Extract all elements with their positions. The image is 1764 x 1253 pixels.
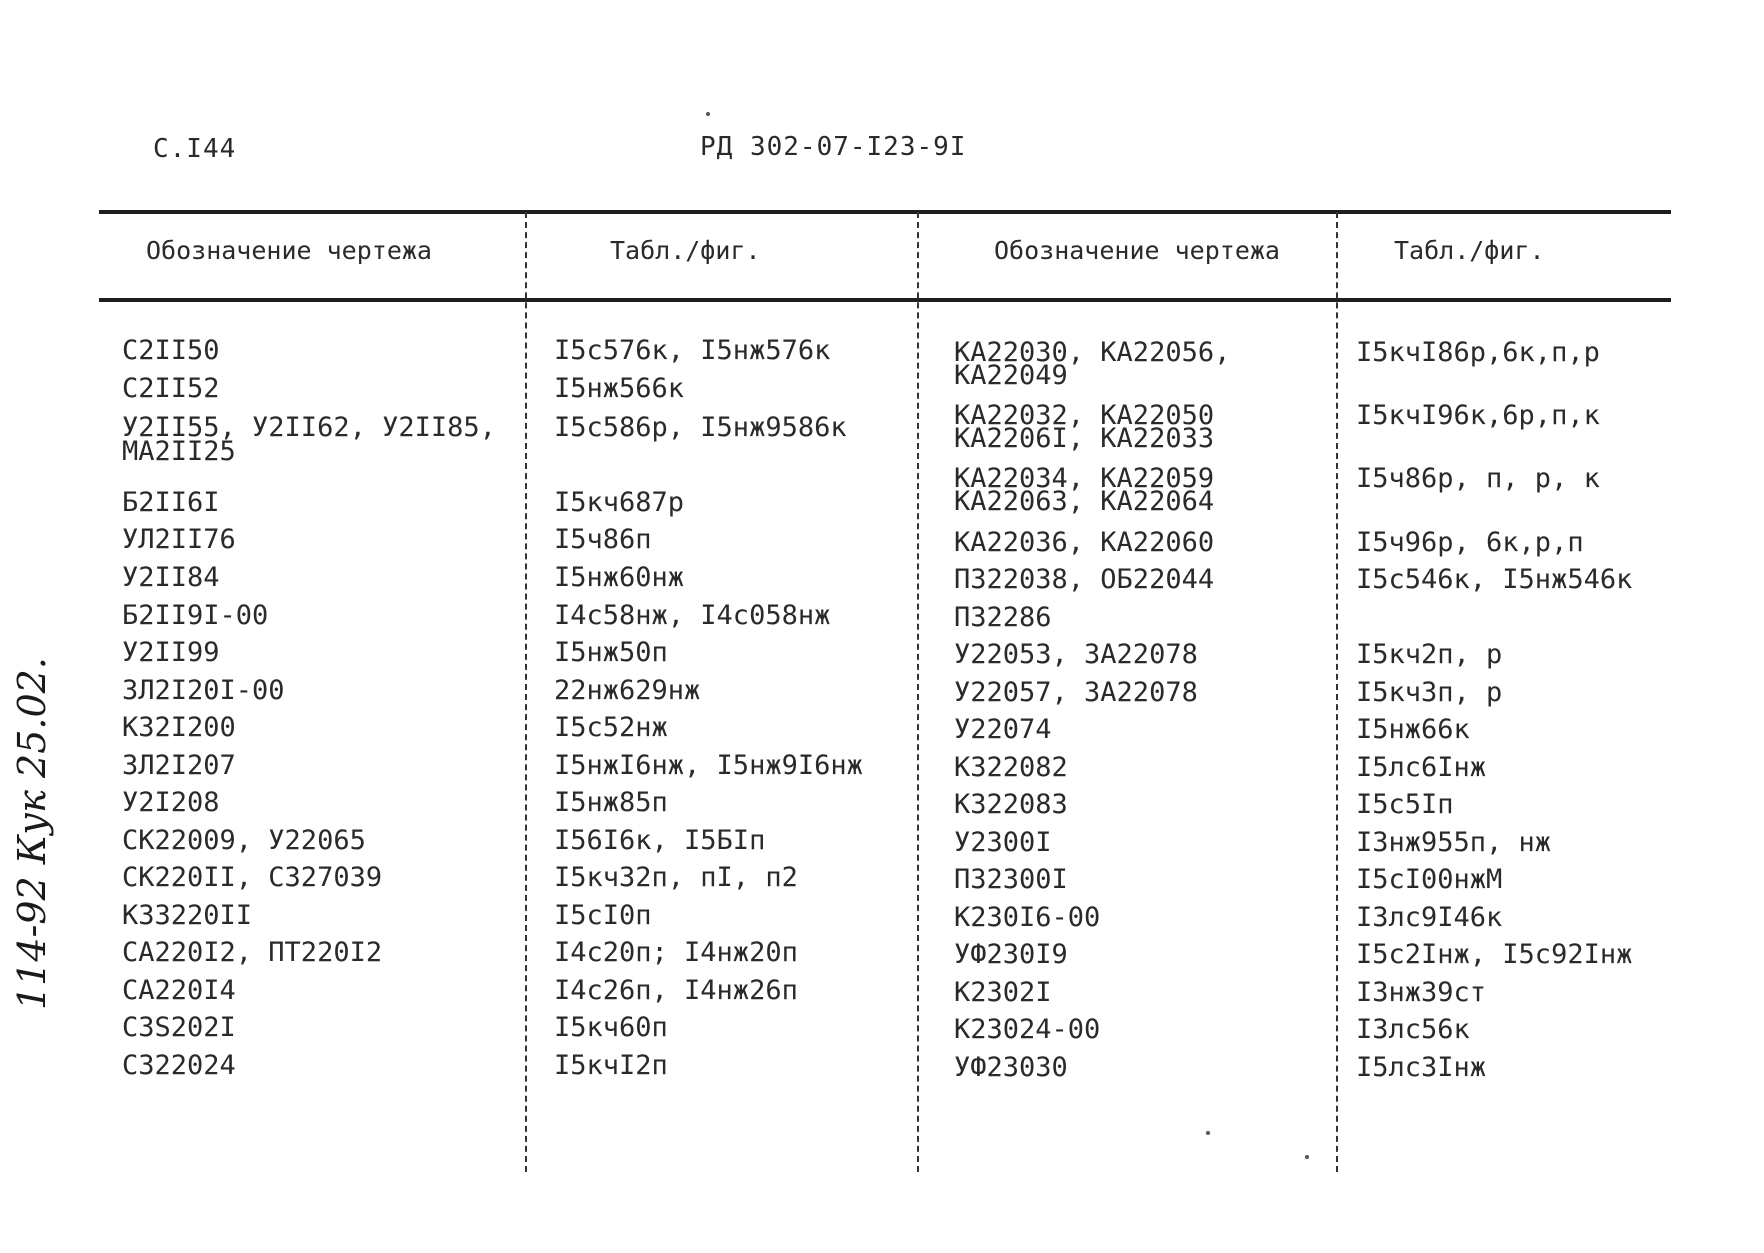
handwritten-signature: 114-92 Кук 25.02. bbox=[10, 657, 54, 1010]
right-table-ref: I5лc3Iнж bbox=[1356, 1052, 1487, 1083]
right-designation: КА22030, КА22056, bbox=[954, 337, 1231, 368]
left-designation-cont: МА2II25 bbox=[122, 436, 236, 467]
left-designation: C2II50 bbox=[122, 335, 220, 366]
left-designation: СК22009, У22065 bbox=[122, 825, 366, 856]
left-designation: КЗ2I200 bbox=[122, 712, 236, 743]
scan-speck bbox=[706, 112, 710, 116]
right-table-ref: I5c546к, I5нж546к bbox=[1356, 564, 1633, 595]
left-designation: ЗЛ2I207 bbox=[122, 750, 236, 781]
right-designation: К2302I bbox=[954, 977, 1052, 1008]
scan-speck bbox=[1206, 1131, 1210, 1135]
left-table-ref: I4c58нж, I4c058нж bbox=[554, 600, 831, 631]
right-designation: ПЗ22038, ОБ22044 bbox=[954, 564, 1215, 595]
left-table-ref: I5ч86п bbox=[554, 524, 652, 555]
right-designation: КЗ22083 bbox=[954, 789, 1068, 820]
column-divider bbox=[1336, 212, 1338, 1172]
left-table-ref: I4c20п; I4нж20п bbox=[554, 937, 798, 968]
left-designation: ЗЛ2I20I-00 bbox=[122, 675, 285, 706]
left-designation: УЛ2II76 bbox=[122, 524, 236, 555]
left-table-ref: I5нж566к bbox=[554, 373, 685, 404]
column-header-table-left: Табл./фиг. bbox=[610, 236, 761, 265]
right-designation: ПЗ2286 bbox=[954, 602, 1052, 633]
column-divider bbox=[525, 212, 527, 1172]
right-table-ref: I5кч3п, р bbox=[1356, 677, 1503, 708]
left-designation: У2II84 bbox=[122, 562, 220, 593]
left-designation: C322024 bbox=[122, 1050, 236, 1081]
right-table-ref: I5ч96р, 6к,р,п bbox=[1356, 527, 1584, 558]
left-table-ref: I5кч32п, пI, п2 bbox=[554, 862, 798, 893]
right-designation-cont: КА22049 bbox=[954, 360, 1068, 391]
left-designation: Б2II6I bbox=[122, 487, 220, 518]
document-code: РД 302-07-I23-9I bbox=[700, 132, 967, 162]
left-table-ref: I5c576к, I5нж576к bbox=[554, 335, 831, 366]
left-designation: СК220II, С327039 bbox=[122, 862, 383, 893]
table-top-rule bbox=[99, 210, 1671, 214]
right-table-ref: I5кч2п, р bbox=[1356, 639, 1503, 670]
left-designation: C2II52 bbox=[122, 373, 220, 404]
right-table-ref: I5кчI86р,6к,п,р bbox=[1356, 337, 1600, 368]
right-table-ref: I3лc9I46к bbox=[1356, 902, 1503, 933]
left-designation: У2II99 bbox=[122, 637, 220, 668]
left-designation: КЗЗ220II bbox=[122, 900, 253, 931]
right-designation: У22057, ЗА22078 bbox=[954, 677, 1198, 708]
left-table-ref: I5кч60п bbox=[554, 1012, 668, 1043]
left-table-ref: I5нжI6нж, I5нж9I6нж bbox=[554, 750, 863, 781]
right-table-ref: I3нж39cт bbox=[1356, 977, 1487, 1008]
column-header-designation-left: Обозначение чертежа bbox=[146, 236, 432, 265]
right-designation: КЗ22082 bbox=[954, 752, 1068, 783]
right-table-ref: I5ч86р, п, р, к bbox=[1356, 463, 1600, 494]
right-designation: УФ23030 bbox=[954, 1052, 1068, 1083]
left-table-ref: I4c26п, I4нж26п bbox=[554, 975, 798, 1006]
right-designation-cont: КА22063, КА22064 bbox=[954, 486, 1215, 517]
left-designation: CA220I2, ПТ220I2 bbox=[122, 937, 383, 968]
right-designation: У22074 bbox=[954, 714, 1052, 745]
left-designation: Б2II9I-00 bbox=[122, 600, 269, 631]
left-table-ref: I5нж50п bbox=[554, 637, 668, 668]
left-table-ref: 22нж629нж bbox=[554, 675, 701, 706]
table-header-rule bbox=[99, 298, 1671, 302]
column-header-table-right: Табл./фиг. bbox=[1394, 236, 1545, 265]
right-table-ref: I3лc56к bbox=[1356, 1014, 1470, 1045]
right-designation: КА22032, КА22050 bbox=[954, 400, 1215, 431]
right-table-ref: I5лc6Iнж bbox=[1356, 752, 1487, 783]
scan-speck bbox=[1305, 1155, 1309, 1159]
right-designation: КА22036, КА22060 bbox=[954, 527, 1215, 558]
right-designation: У2300I bbox=[954, 827, 1052, 858]
right-table-ref: I3нж955п, нж bbox=[1356, 827, 1552, 858]
left-table-ref: I5cI0п bbox=[554, 900, 652, 931]
right-designation-cont: КА2206I, КА22033 bbox=[954, 423, 1215, 454]
left-table-ref: I5кч687р bbox=[554, 487, 685, 518]
right-table-ref: I5нж66к bbox=[1356, 714, 1470, 745]
right-table-ref: I5c5Iп bbox=[1356, 789, 1454, 820]
right-designation: УФ230I9 bbox=[954, 939, 1068, 970]
left-designation: У2II55, У2II62, У2II85, bbox=[122, 412, 496, 443]
right-designation: У22053, ЗА22078 bbox=[954, 639, 1198, 670]
right-designation: ПЗ2300I bbox=[954, 864, 1068, 895]
column-header-designation-right: Обозначение чертежа bbox=[994, 236, 1280, 265]
left-designation: C3S202I bbox=[122, 1012, 236, 1043]
left-table-ref: I5кчI2п bbox=[554, 1050, 668, 1081]
left-table-ref: I5c52нж bbox=[554, 712, 668, 743]
left-table-ref: I5нж60нж bbox=[554, 562, 685, 593]
right-designation: К230I6-00 bbox=[954, 902, 1101, 933]
right-designation: К23024-00 bbox=[954, 1014, 1101, 1045]
left-designation: CA220I4 bbox=[122, 975, 236, 1006]
right-table-ref: I5cI00нжМ bbox=[1356, 864, 1503, 895]
left-table-ref: I5c586р, I5нж9586к bbox=[554, 412, 847, 443]
right-table-ref: I5кчI96к,6р,п,к bbox=[1356, 400, 1600, 431]
left-table-ref: I56I6к, I5БIп bbox=[554, 825, 766, 856]
column-divider bbox=[917, 212, 919, 1172]
right-table-ref: I5c2Iнж, I5c92Iнж bbox=[1356, 939, 1633, 970]
left-designation: У2I208 bbox=[122, 787, 220, 818]
right-designation: КА22034, КА22059 bbox=[954, 463, 1215, 494]
page-number: С.I44 bbox=[153, 134, 237, 164]
left-table-ref: I5нж85п bbox=[554, 787, 668, 818]
